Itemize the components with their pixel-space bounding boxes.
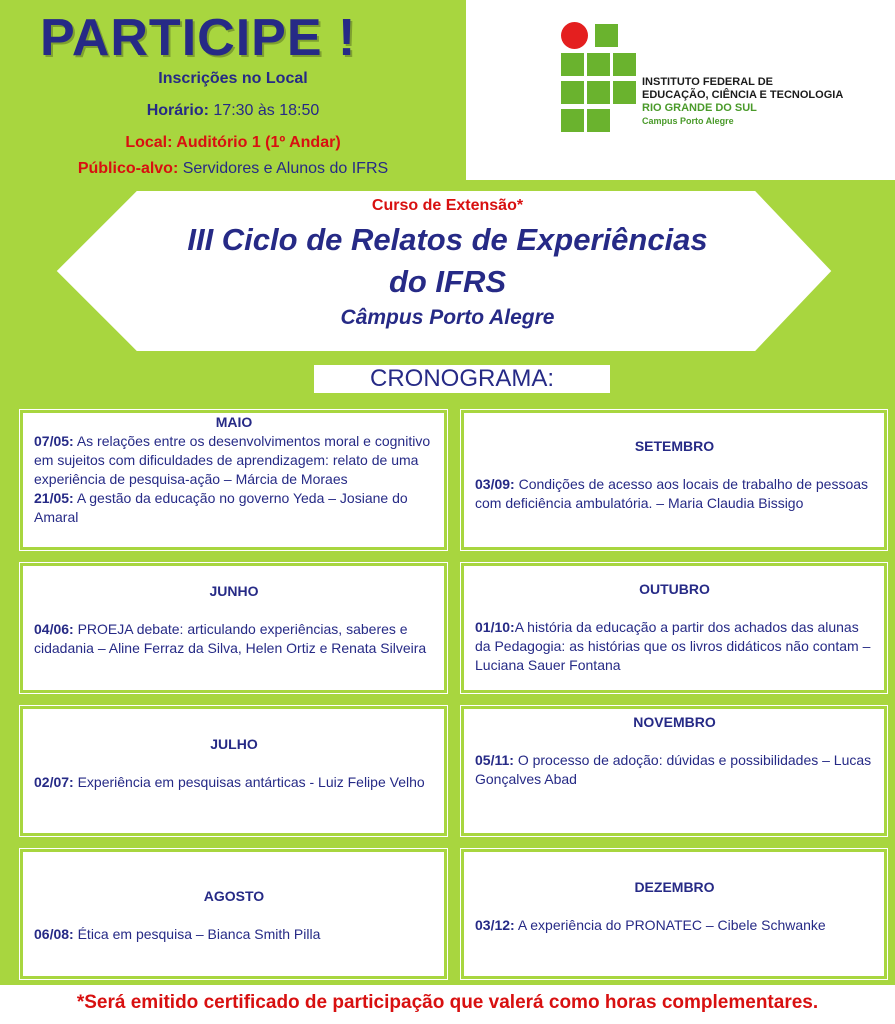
entry-text: Experiência em pesquisas antárticas - Luiz Felipe Velho: [73, 774, 425, 790]
local-line: [0, 134, 466, 152]
schedule-entry: [34, 773, 434, 792]
month-box-agosto: [20, 849, 447, 979]
entry-text: A história da educação a partir dos achados das alunas da Pedagogia: as histórias que os livros didáticos não contam – Luciana Sauer Fontana: [475, 619, 871, 673]
entry-date: 03/09:: [475, 476, 515, 492]
publico-line: [0, 160, 466, 178]
schedule-entry: [475, 916, 874, 935]
logo-text: [642, 76, 843, 128]
month-box-junho: [20, 563, 447, 693]
entry-date: 01/10:: [475, 619, 515, 635]
horario-label: Horário:: [146, 102, 209, 119]
inscricoes-text: Inscrições no Local: [158, 70, 308, 87]
month-title: SETEMBRO: [634, 438, 715, 454]
month-box-novembro: [461, 706, 887, 836]
entry-date: 21/05:: [34, 490, 74, 506]
certificate-note: *Será emitido certificado de participação que valerá como horas complementares.: [76, 992, 819, 1013]
month-box-dezembro: [461, 849, 887, 979]
schedule-entry: [34, 432, 434, 489]
schedule-entry: [34, 489, 434, 527]
month-box-setembro: [461, 410, 887, 550]
entry-date: 02/07:: [34, 774, 74, 790]
logo-square: [613, 81, 636, 104]
logo-square: [561, 109, 584, 132]
entry-date: 07/05:: [34, 433, 74, 449]
month-title: JULHO: [210, 736, 258, 752]
month-title: JUNHO: [209, 583, 259, 599]
logo-line3: RIO GRANDE DO SUL: [642, 102, 757, 114]
banner-title-line1: III Ciclo de Relatos de Experiências: [187, 222, 708, 257]
logo-line4: Campus Porto Alegre: [642, 116, 734, 126]
schedule-entry: [475, 475, 874, 513]
curso-label: Curso de Extensão*: [371, 197, 524, 214]
schedule-entry: [475, 751, 874, 789]
cronograma-heading: CRONOGRAMA:: [311, 362, 613, 396]
logo-square: [587, 53, 610, 76]
inscricoes-line: [0, 70, 466, 88]
logo-square: [587, 81, 610, 104]
logo-square: [587, 109, 610, 132]
entry-text: O processo de adoção: dúvidas e possibilidades – Lucas Gonçalves Abad: [475, 752, 872, 787]
month-title: OUTUBRO: [639, 581, 710, 597]
local-text: Local: Auditório 1 (1º Andar): [125, 134, 341, 151]
entry-text: Condições de acesso aos locais de trabalho de pessoas com deficiência ambulatória. – Maria Claudia Bissigo: [475, 476, 869, 511]
entry-text: A gestão da educação no governo Yeda – Josiane do Amaral: [34, 490, 408, 525]
horario-value: 17:30 às 18:50: [213, 102, 320, 119]
month-title: NOVEMBRO: [633, 714, 716, 730]
ifrs-logo: [558, 20, 858, 140]
horario-line: [0, 102, 466, 120]
month-title: MAIO: [215, 414, 253, 430]
logo-square: [613, 53, 636, 76]
month-title: AGOSTO: [203, 888, 265, 904]
month-box-julho: [20, 706, 447, 836]
schedule-entry: [34, 620, 434, 658]
entry-text: As relações entre os desenvolvimentos moral e cognitivo em sujeitos com dificuldades de aprendizagem: relato de uma experiência de pesquisa-ação – Márcia de Moraes: [34, 433, 431, 487]
entry-date: 04/06:: [34, 621, 74, 637]
banner-title-line2: do IFRS: [388, 264, 507, 299]
schedule-entry: [475, 618, 874, 675]
publico-label: Público-alvo:: [77, 160, 179, 177]
entry-text: PROEJA debate: articulando experiências, saberes e cidadania – Aline Ferraz da Silva, Helen Ortiz e Renata Silveira: [34, 621, 427, 656]
entry-text: Ética em pesquisa – Bianca Smith Pilla: [73, 926, 321, 942]
month-title: DEZEMBRO: [634, 879, 715, 895]
banner-campus: Câmpus Porto Alegre: [340, 306, 555, 329]
entry-date: 05/11:: [475, 752, 514, 768]
logo-line1: INSTITUTO FEDERAL DE: [642, 76, 773, 88]
entry-date: 03/12:: [475, 917, 515, 933]
publico-value: Servidores e Alunos do IFRS: [182, 160, 389, 177]
month-box-outubro: [461, 563, 887, 693]
entry-date: 06/08:: [34, 926, 74, 942]
entry-text: A experiência do PRONATEC – Cibele Schwanke: [514, 917, 826, 933]
schedule-entry: [34, 925, 434, 944]
logo-square: [595, 24, 618, 47]
logo-line2: EDUCAÇÃO, CIÊNCIA E TECNOLOGIA: [642, 89, 844, 101]
page-title: PARTICIPE !: [40, 9, 357, 67]
logo-square: [561, 81, 584, 104]
month-box-maio: [20, 410, 447, 550]
logo-red-dot: [561, 22, 588, 49]
logo-square: [561, 53, 584, 76]
